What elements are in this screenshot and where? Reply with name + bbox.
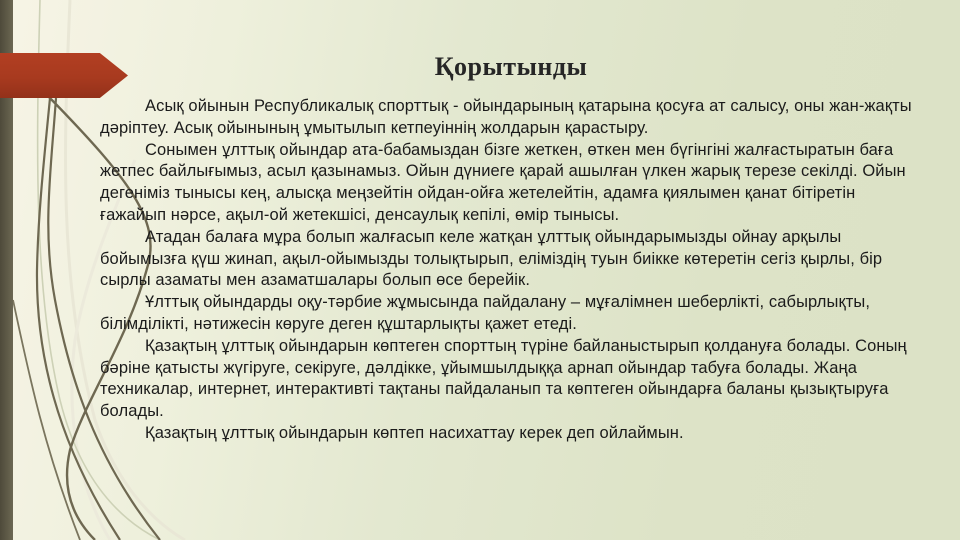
paragraph: Қазақтың ұлттық ойындарын көптеп насихаттау керек деп ойлаймын. bbox=[145, 423, 684, 442]
paragraph: Ұлттық ойындарды оқу-тәрбие жұмысында пайдалану – мұғалімнен шеберлікті, сабырлықты, білімділікті, нәтижесін көруге деген құштарлықты қажет етеді. bbox=[100, 293, 871, 333]
paragraph: Сонымен ұлттық ойындар ата-бабамыздан бізге жеткен, өткен мен бүгінгіні жалғастыратын баға жетпес байлығымыз, асыл қазынамыз. Ойын дүниеге қарай ашылған үлкен жарық терезе секілді. Ойын дегеніміз тынысы кең, алысқа меңзейтін ойдан-ойға жетелейтін, адамға қиялымен қанат бітіретін ғажайып нәрсе, ақыл-ой жетекшісі, денсаулық кепілі, өмір тынысы. bbox=[100, 140, 906, 224]
paragraph: Қазақтың ұлттық ойындарын көптеген спорттың түріне байланыстырып қолдануға болады. Соның бәріне қатысты жүгіруге, секіруге, дәлдікке, ұйымшылдыққа арнап ойындар табуға болады. Жаңа техникалар, интернет, интерактивті тақтаны пайдаланып та көптеген ойындарға баланы қызықтыруға болады. bbox=[100, 336, 907, 421]
slide-title: Қорытынды bbox=[434, 52, 588, 81]
slide-content bbox=[100, 52, 922, 445]
paragraph: Атадан балаға мұра болып жалғасып келе жатқан ұлттық ойындарымызды ойнау арқылы бойымызға қүш жинап, ақыл-ойымызды толықтырып, еліміздің туын биікке көтеретін сегіз қырлы, бір сырлы азаматы мен азаматшалары болып өсе берейік. bbox=[100, 227, 883, 290]
slide-body bbox=[100, 96, 922, 445]
paragraph: Асық ойынын Республикалық спорттық - ойындарының қатарына қосуға ат салысу, оны жан-жақты дәріптеу. Асық ойынының ұмытылып кетпеуіннің жолдарын қарастыру. bbox=[100, 97, 912, 137]
